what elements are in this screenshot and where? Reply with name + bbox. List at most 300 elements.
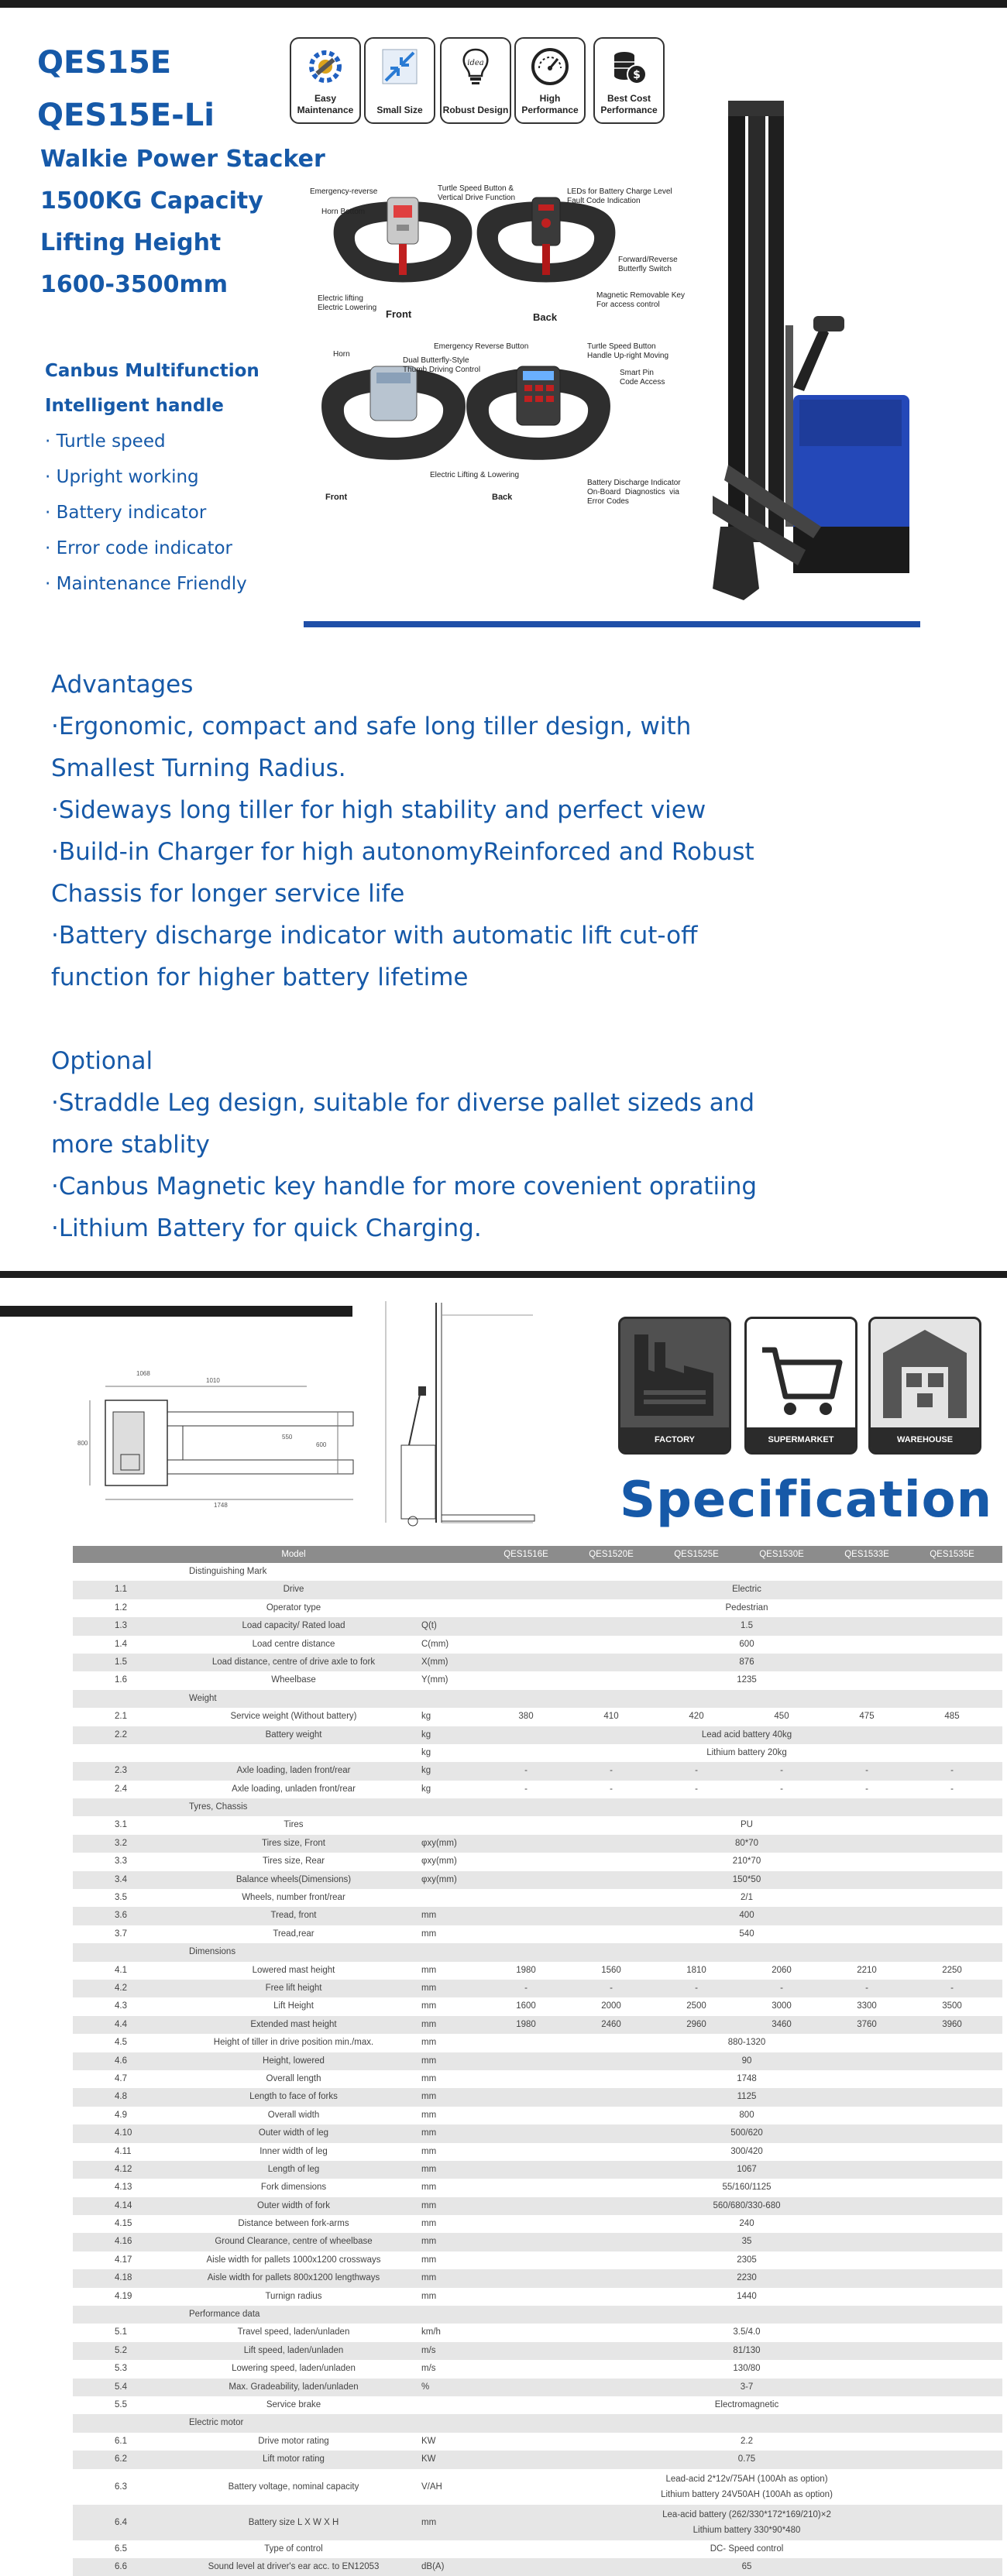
factory-icon <box>620 1319 729 1427</box>
row-number: 4.4 <box>115 2019 127 2029</box>
table-row <box>73 2107 1002 2124</box>
feature-easy-maintenance <box>290 37 361 124</box>
cell-value: - <box>865 1784 868 1794</box>
table-row <box>73 2016 1002 2034</box>
handle-feature-title-2: Intelligent handle <box>45 396 224 416</box>
dim-label: 550 <box>282 1434 293 1441</box>
row-unit: mm <box>421 2273 437 2283</box>
row-number: 3.6 <box>115 1911 127 1921</box>
row-number: 3.3 <box>115 1856 127 1867</box>
subtitle-line-3: Lifting Height <box>40 229 222 256</box>
row-unit: mm <box>421 2517 437 2527</box>
row-unit: mm <box>421 1965 437 1975</box>
table-row <box>73 1762 1002 1780</box>
label-electric-lifting-lowering: Electric Lifting & Lowering <box>430 471 520 479</box>
optional-line: ·Lithium Battery for quick Charging. <box>51 1214 482 1242</box>
cell-value: 1980 <box>516 1965 536 1975</box>
row-unit: mm <box>421 2038 437 2048</box>
header-model: Model <box>281 1550 306 1559</box>
row-number: 4.7 <box>115 2073 127 2083</box>
row-number: 4.16 <box>115 2237 132 2247</box>
cell-value: 475 <box>859 1712 875 1722</box>
row-description: Operator type <box>266 1602 321 1613</box>
row-unit: kg <box>421 1729 431 1740</box>
row-description: Battery voltage, nominal capacity <box>228 2482 359 2492</box>
row-number: 4.18 <box>115 2273 132 2283</box>
table-row <box>73 1581 1002 1599</box>
row-number: 5.5 <box>115 2399 127 2409</box>
row-description: Lowering speed, laden/unladen <box>232 2364 356 2374</box>
row-number: 2.3 <box>115 1766 127 1776</box>
row-number: 4.2 <box>115 1983 127 1993</box>
row-description: Outer width of fork <box>257 2200 330 2210</box>
category-supermarket <box>744 1317 857 1455</box>
row-number: 5.3 <box>115 2364 127 2374</box>
table-row <box>73 1997 1002 2015</box>
row-description: Max. Gradeability, laden/unladen <box>229 2382 359 2392</box>
table-row <box>73 2324 1002 2341</box>
row-unit: mm <box>421 2291 437 2301</box>
cell-value-merged: 35 <box>741 2237 752 2247</box>
cell-value: - <box>950 1766 954 1776</box>
header-col: QES1525E <box>674 1550 719 1559</box>
subtitle-line-1: Walkie Power Stacker <box>40 146 325 173</box>
table-row <box>73 2233 1002 2251</box>
table-row <box>73 2451 1002 2468</box>
row-number: 4.9 <box>115 2110 127 2120</box>
feature-high-performance <box>514 37 586 124</box>
cell-value-merged: 1067 <box>737 2164 757 2174</box>
table-row <box>73 2414 1002 2432</box>
row-number: 1.3 <box>115 1621 127 1631</box>
row-description: Balance wheels(Dimensions) <box>235 1874 352 1884</box>
warehouse-icon <box>871 1319 979 1427</box>
cell-value-merged: 65 <box>741 2561 752 2571</box>
category-label: SUPERMARKET <box>747 1427 855 1452</box>
row-description: Axle loading, unladen front/rear <box>232 1784 356 1794</box>
category-label: FACTORY <box>620 1427 729 1452</box>
table-row <box>73 2288 1002 2306</box>
table-row <box>73 2379 1002 2396</box>
cell-value: 3300 <box>857 2001 877 2011</box>
cell-value-merged: 1.5 <box>741 1621 753 1631</box>
row-unit: mm <box>421 1911 437 1921</box>
table-row <box>73 2251 1002 2269</box>
header-col: QES1516E <box>504 1550 548 1559</box>
row-number: 3.5 <box>115 1893 127 1903</box>
table-row <box>73 2034 1002 2052</box>
table-row <box>73 2161 1002 2179</box>
row-unit: mm <box>421 2019 437 2029</box>
handle-back-bottom-image <box>461 352 616 469</box>
cell-value: 3760 <box>857 2019 877 2029</box>
cell-value: - <box>524 1983 528 1993</box>
table-row <box>73 1671 1002 1689</box>
cell-value: - <box>950 1983 954 1993</box>
row-number: 4.11 <box>115 2146 132 2156</box>
row-unit: mm <box>421 2128 437 2138</box>
handle-feature-title-1: Canbus Multifunction <box>45 361 259 381</box>
cell-value: 1980 <box>516 2019 536 2029</box>
advantages-line: function for higher battery lifetime <box>51 963 469 991</box>
table-row <box>73 1907 1002 1925</box>
row-unit: Y(mm) <box>421 1675 449 1685</box>
label-electric-lifting: Electric lifting Electric Lowering <box>318 294 377 312</box>
row-description: Fork dimensions <box>260 2183 327 2193</box>
table-row <box>73 1980 1002 1997</box>
dim-label: 800 <box>77 1440 88 1447</box>
cell-value-merged: 2230 <box>737 2273 757 2283</box>
cell-value-merged: 800 <box>739 2110 754 2120</box>
cell-value-merged: Lithium battery 20kg <box>706 1747 787 1757</box>
row-unit: kg <box>421 1766 431 1776</box>
cell-value-merged: 880-1320 <box>727 2038 766 2048</box>
row-number: 4.14 <box>115 2200 132 2210</box>
cell-value-merged: 80*70 <box>734 1838 759 1848</box>
optional-title: Optional <box>51 1047 153 1075</box>
row-number: 3.4 <box>115 1874 127 1884</box>
feature-robust-design <box>440 37 511 124</box>
label-back: Back <box>492 493 513 502</box>
label-turtle-speed-button: Turtle Speed Button <box>587 342 656 351</box>
row-number: 6.6 <box>115 2561 127 2571</box>
row-number: 4.6 <box>115 2056 127 2066</box>
handle-feature-item: · Turtle speed <box>45 431 166 452</box>
cell-value-merged: PU <box>741 1820 753 1830</box>
cell-value-merged: 1440 <box>737 2291 757 2301</box>
cell-value-merged: 130/80 <box>733 2364 761 2374</box>
label-front: Front <box>386 308 412 320</box>
cell-value-merged: 400 <box>739 1911 754 1921</box>
row-unit: mm <box>421 2219 437 2229</box>
handle-feature-item: · Upright working <box>45 467 199 487</box>
feature-label: Easy Maintenance <box>297 93 354 115</box>
cell-value: - <box>695 1766 698 1776</box>
row-number: 2.4 <box>115 1784 127 1794</box>
row-number: 1.4 <box>115 1639 127 1649</box>
row-number: 5.2 <box>115 2345 127 2355</box>
table-row <box>73 2396 1002 2414</box>
cell-value-merged: 1235 <box>737 1675 757 1685</box>
table-row <box>73 2088 1002 2106</box>
cell-value-merged: 90 <box>741 2056 752 2066</box>
cell-value: 450 <box>774 1712 789 1722</box>
row-number: 6.1 <box>115 2436 127 2446</box>
table-row <box>73 1726 1002 1744</box>
row-unit: KW <box>421 2436 436 2446</box>
cell-value-merged: 1125 <box>737 2092 757 2102</box>
label-emergency-reverse-button: Emergency Reverse Button <box>434 342 529 351</box>
table-row <box>73 1816 1002 1834</box>
cell-value-merged: 0.75 <box>737 2454 756 2464</box>
stacker-product-image <box>713 93 922 604</box>
cell-value-merged: 3.5/4.0 <box>733 2327 761 2337</box>
specification-title: Specification <box>620 1472 993 1529</box>
row-description: Overall width <box>267 2110 320 2120</box>
cell-value-merged: 540 <box>739 1929 754 1939</box>
shrink-arrows-icon <box>378 45 421 88</box>
cell-value: - <box>950 1784 954 1794</box>
cell-value-merged: Electromagnetic <box>714 2399 779 2409</box>
optional-line: ·Canbus Magnetic key handle for more covenient opratiing <box>51 1173 758 1200</box>
category-factory <box>618 1317 731 1455</box>
cell-value-merged: 2.2 <box>741 2436 753 2446</box>
row-unit: mm <box>421 2164 437 2174</box>
row-description: Load distance, centre of drive axle to fork <box>211 1657 376 1667</box>
cell-value-merged: Lead-acid 2*12v/75AH (100Ah as option) <box>665 2474 828 2484</box>
row-description: Tread,rear <box>273 1929 314 1939</box>
cell-value-merged: 500/620 <box>730 2128 763 2138</box>
table-row <box>73 1889 1002 1907</box>
table-row <box>73 2179 1002 2196</box>
row-number: 1.6 <box>115 1675 127 1685</box>
table-row <box>73 1871 1002 1889</box>
table-row <box>73 2215 1002 2233</box>
section-divider-blue <box>304 621 920 627</box>
cell-value: 1600 <box>516 2001 536 2011</box>
spec-section-bar <box>0 1306 352 1317</box>
label-leds: LEDs for Battery Charge Level Fault Code Indication <box>567 187 672 205</box>
cell-value-merged: Pedestrian <box>725 1602 768 1613</box>
label-forward-reverse: Forward/Reverse Butterfly Switch <box>618 256 678 273</box>
label-dual-butterfly: Dual Butterfly-Style Thumb Driving Control <box>403 356 481 374</box>
cell-value: 420 <box>689 1712 704 1722</box>
row-description: Load capacity/ Rated load <box>242 1621 345 1631</box>
row-unit: φxy(mm) <box>421 1874 457 1884</box>
coin-stack-icon <box>607 45 651 88</box>
header-col: QES1533E <box>844 1550 889 1559</box>
row-description: Length of leg <box>267 2164 320 2174</box>
row-number: 4.12 <box>115 2164 132 2174</box>
row-number: 1.2 <box>115 1602 127 1613</box>
row-unit: mm <box>421 1983 437 1993</box>
cell-value: 3500 <box>942 2001 962 2011</box>
table-row <box>73 2143 1002 2161</box>
table-row <box>73 2052 1002 2070</box>
row-description: Inner width of leg <box>259 2146 328 2156</box>
svg-text:$: $ <box>633 69 641 81</box>
row-description: Lift Height <box>273 2001 314 2011</box>
label-smart-pin: Smart Pin Code Access <box>620 369 665 386</box>
cell-value-merged: Lead acid battery 40kg <box>701 1729 792 1740</box>
row-number: 6.4 <box>115 2517 127 2527</box>
label-front: Front <box>325 493 348 502</box>
header-col: QES1520E <box>589 1550 634 1559</box>
cell-value: 410 <box>603 1712 619 1722</box>
row-number: 4.5 <box>115 2038 127 2048</box>
feature-label: Small Size <box>376 105 423 115</box>
section-label: Tyres, Chassis <box>189 1802 248 1812</box>
cell-value-merged: 600 <box>739 1639 754 1649</box>
cell-value-merged: 81/130 <box>733 2345 761 2355</box>
cell-value: 380 <box>518 1712 534 1722</box>
row-description: Aisle width for pallets 800x1200 lengthways <box>207 2273 380 2283</box>
row-description: Sound level at driver's ear acc. to EN12053 <box>208 2561 380 2571</box>
cell-value-merged: 876 <box>739 1657 754 1667</box>
advantages-line: Chassis for longer service life <box>51 880 405 908</box>
gear-wrench-icon <box>304 45 347 88</box>
row-description: Axle loading, laden front/rear <box>236 1766 351 1776</box>
row-number: 4.15 <box>115 2219 132 2229</box>
row-unit: kg <box>421 1712 431 1722</box>
feature-small-size <box>364 37 435 124</box>
table-row <box>73 2306 1002 2324</box>
row-unit: V/AH <box>421 2482 442 2492</box>
row-unit: φxy(mm) <box>421 1838 457 1848</box>
table-row <box>73 2360 1002 2378</box>
cell-value: 1810 <box>686 1965 706 1975</box>
cell-value-merged: 150*50 <box>732 1874 761 1884</box>
table-row <box>73 2124 1002 2142</box>
row-unit: mm <box>421 2073 437 2083</box>
row-description: Battery weight <box>265 1729 322 1740</box>
handle-feature-item: · Battery indicator <box>45 503 207 523</box>
table-row <box>73 2558 1002 2576</box>
row-unit: X(mm) <box>421 1657 449 1667</box>
handle-feature-item: · Error code indicator <box>45 538 233 558</box>
row-description: Tread, front <box>270 1911 317 1921</box>
row-description: Tires <box>284 1820 304 1830</box>
row-description: Distance between fork-arms <box>238 2219 349 2229</box>
cell-value: - <box>780 1983 783 1993</box>
table-row <box>73 2342 1002 2360</box>
row-description: Length to face of forks <box>249 2092 338 2102</box>
cell-value: - <box>524 1766 528 1776</box>
table-row <box>73 1943 1002 1961</box>
cell-value: - <box>610 1983 613 1993</box>
row-description: Extended mast height <box>250 2019 337 2029</box>
row-unit: mm <box>421 2001 437 2011</box>
cell-value-merged: Lea-acid battery (262/330*172*169/210)×2 <box>662 2509 831 2519</box>
cell-value: 3960 <box>942 2019 962 2029</box>
table-row <box>73 2197 1002 2215</box>
cell-value: 1560 <box>601 1965 621 1975</box>
row-unit: mm <box>421 2092 437 2102</box>
dim-label: 1748 <box>214 1502 228 1509</box>
row-unit: mm <box>421 2056 437 2066</box>
category-label: WAREHOUSE <box>871 1427 979 1452</box>
feature-best-cost <box>593 37 665 124</box>
row-number: 4.1 <box>115 1965 127 1975</box>
cell-value: - <box>780 1784 783 1794</box>
svg-text:idea: idea <box>467 59 484 67</box>
row-unit: m/s <box>421 2364 436 2374</box>
row-unit: kg <box>421 1747 431 1757</box>
cell-value: - <box>695 1983 698 1993</box>
label-back: Back <box>533 311 558 323</box>
lightbulb-idea-icon <box>454 45 497 88</box>
top-view-drawing <box>74 1369 369 1509</box>
row-description: Drive <box>283 1585 304 1595</box>
row-number: 4.3 <box>115 2001 127 2011</box>
row-description: Lift motor rating <box>263 2454 325 2464</box>
row-unit: mm <box>421 2200 437 2210</box>
table-row <box>73 1744 1002 1762</box>
section-label: Weight <box>189 1693 217 1703</box>
row-unit: KW <box>421 2454 436 2464</box>
row-description: Tires size, Rear <box>262 1856 325 1867</box>
row-unit: % <box>421 2382 430 2392</box>
section-label: Distinguishing Mark <box>189 1567 267 1576</box>
row-description: Travel speed, laden/unladen <box>237 2327 350 2337</box>
row-number: 1.1 <box>115 1585 127 1595</box>
label-magnetic-key: Magnetic Removable Key For access control <box>596 291 685 309</box>
cell-value: 3460 <box>772 2019 792 2029</box>
cell-value: 2000 <box>601 2001 621 2011</box>
table-header-row <box>73 1546 1002 1563</box>
cell-value: 2210 <box>857 1965 877 1975</box>
row-description: Type of control <box>264 2543 323 2554</box>
cell-value-merged: 55/160/1125 <box>722 2183 772 2193</box>
cell-value: - <box>524 1784 528 1794</box>
cell-value: - <box>780 1766 783 1776</box>
row-unit: mm <box>421 2237 437 2247</box>
row-description: Drive motor rating <box>258 2436 329 2446</box>
advantages-line: ·Ergonomic, compact and safe long tiller design, with <box>51 713 692 740</box>
row-number: 2.2 <box>115 1729 127 1740</box>
cell-value-merged: 210*70 <box>732 1856 761 1867</box>
row-description: Battery size L X W X H <box>248 2517 339 2527</box>
header-col: QES1535E <box>930 1550 974 1559</box>
advantages-line: Smallest Turning Radius. <box>51 754 346 782</box>
cell-value-merged: DC- Speed control <box>710 2543 784 2554</box>
row-description: Free lift height <box>265 1983 322 1993</box>
row-description: Turnign radius <box>265 2291 322 2301</box>
shopping-cart-icon <box>747 1319 855 1427</box>
row-unit: mm <box>421 2255 437 2265</box>
cell-value: - <box>865 1983 868 1993</box>
label-horn: Horn <box>333 350 350 359</box>
table-row <box>73 1781 1002 1798</box>
table-row <box>73 2433 1002 2451</box>
cell-value: 2500 <box>686 2001 706 2011</box>
row-number: 3.2 <box>115 1838 127 1848</box>
row-unit: φxy(mm) <box>421 1856 457 1867</box>
label-handle-upright: Handle Up-right Moving <box>587 352 669 360</box>
row-description: Wheels, number front/rear <box>242 1893 345 1903</box>
cell-value-merged: 1748 <box>737 2073 757 2083</box>
row-number: 6.3 <box>115 2482 127 2492</box>
table-row <box>73 1636 1002 1654</box>
row-number: 5.4 <box>115 2382 127 2392</box>
row-description: Lowered mast height <box>252 1965 335 1975</box>
advantages-line: ·Battery discharge indicator with automatic lift cut-off <box>51 922 698 950</box>
category-warehouse <box>868 1317 981 1455</box>
row-number: 4.8 <box>115 2092 127 2102</box>
row-number: 4.17 <box>115 2255 132 2265</box>
row-number: 6.2 <box>115 2454 127 2464</box>
cell-value: - <box>695 1784 698 1794</box>
table-row <box>73 1925 1002 1943</box>
model-name-2: QES15E-Li <box>37 98 215 133</box>
table-row <box>73 2269 1002 2287</box>
cell-value: 2250 <box>942 1965 962 1975</box>
cell-value: - <box>865 1766 868 1776</box>
cell-value-merged: Electric <box>732 1585 761 1595</box>
cell-value-merged: 560/680/330-680 <box>713 2200 781 2210</box>
advantages-line: ·Build-in Charger for high autonomyReinforced and Robust <box>51 838 754 866</box>
row-description: Height, lowered <box>263 2056 325 2066</box>
row-number: 4.19 <box>115 2291 132 2301</box>
advantages-line: ·Sideways long tiller for high stability and perfect view <box>51 796 706 824</box>
optional-line: more stablity <box>51 1131 210 1159</box>
label-onboard-diagnostics: On-Board Diagnostics via Error Codes <box>587 488 679 506</box>
table-row <box>73 1617 1002 1635</box>
feature-label: High Performance <box>521 93 579 115</box>
row-number: 4.10 <box>115 2128 132 2138</box>
row-description: Tires size, Front <box>261 1838 325 1848</box>
table-row <box>73 1835 1002 1853</box>
